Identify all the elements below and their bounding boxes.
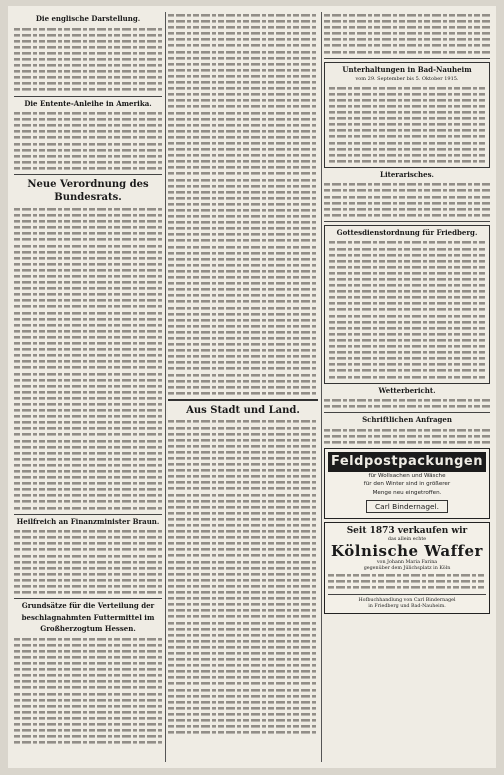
divider	[168, 399, 318, 401]
article-heading: Gottesdienstordnung für Friedberg.	[336, 227, 478, 237]
article-heading: Großherzogtum Hessen.	[40, 624, 136, 634]
article-heading: Heilfreich an Finanzminister Braun.	[16, 516, 160, 526]
divider	[324, 412, 490, 413]
newspaper-page	[8, 6, 496, 768]
ad-title: Feldpostpackungen	[328, 452, 486, 472]
divider	[14, 96, 162, 97]
column-rule	[321, 12, 322, 762]
column-1	[14, 12, 162, 762]
column-3	[324, 12, 490, 762]
ad-text: in Friedberg und Bad-Nauheim.	[368, 603, 446, 609]
ad-text: Hofbuchhandlung von Carl Bindernagel	[358, 597, 456, 603]
article-heading: Aus Stadt und Land.	[186, 404, 300, 416]
article-heading: Grundsätze für die Verteilung der	[21, 601, 155, 611]
article-heading: Schriftlichen Anfragen	[362, 415, 452, 425]
article-subheading: vom 29. September bis 5. Oktober 1915.	[355, 76, 459, 83]
article-heading: Neue Verordnung des	[27, 178, 149, 190]
article-heading: Die englische Darstellung.	[35, 14, 141, 23]
events-box	[324, 62, 490, 168]
ad-text: für den Winter sind in größerer	[363, 481, 451, 488]
divider	[14, 514, 162, 515]
ad-text: Menge neu eingetroffen.	[372, 489, 442, 496]
divider	[14, 598, 162, 599]
column-rule	[165, 12, 166, 762]
advertisement-feldpost	[324, 448, 490, 519]
column-2	[168, 12, 318, 762]
article-heading: Die Entente-Anleihe in Amerika.	[24, 98, 152, 108]
article-heading: Unterhaltungen in Bad-Nauheim	[342, 64, 472, 74]
divider	[14, 174, 162, 175]
church-services-box	[324, 225, 490, 384]
divider	[324, 58, 490, 59]
article-heading: Wetterbericht.	[378, 385, 436, 395]
ad-brand: Kölnische Waffer	[331, 542, 483, 561]
ad-text: von Johann Maria Farina	[376, 560, 438, 566]
article-heading: Literarisches.	[380, 169, 434, 179]
advertisement-koelnisch-wasser	[324, 522, 490, 613]
ad-text: das allein echte	[387, 537, 427, 543]
ad-text: gegenüber dem Jülichsplatz in Köln	[363, 566, 451, 572]
article-heading: Bundesrats.	[54, 192, 122, 204]
ad-merchant: Carl Bindernagel.	[366, 500, 448, 513]
divider	[328, 594, 486, 595]
ad-text: für Wollsachen und Wäsche	[368, 473, 446, 480]
article-heading: beschlagnahmten Futtermittel im	[21, 612, 155, 622]
divider	[324, 221, 490, 222]
ad-text: Seit 1873 verkaufen wir	[346, 526, 468, 537]
